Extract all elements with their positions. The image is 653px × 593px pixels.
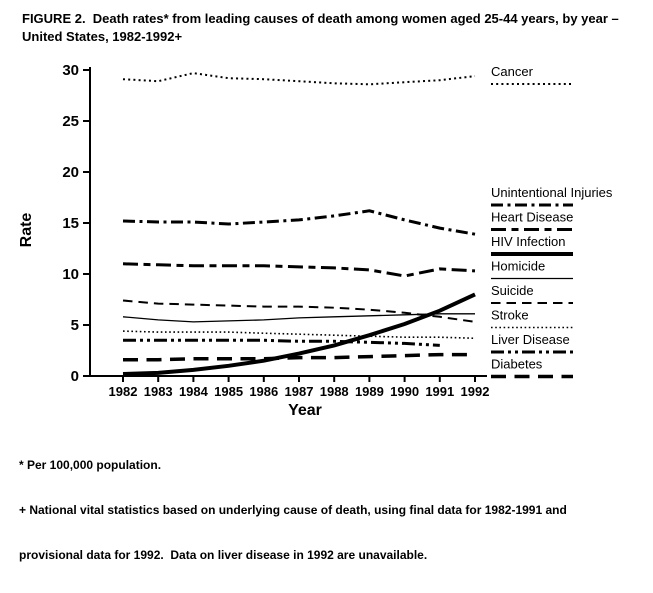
legend-label-stroke: Stroke — [491, 307, 529, 323]
x-tick-label-1987: 1987 — [284, 384, 314, 399]
x-tick-label-1990: 1990 — [390, 384, 420, 399]
footnotes — [19, 428, 644, 593]
legend-label-cancer: Cancer — [491, 64, 533, 79]
y-tick-label-0: 0 — [70, 368, 79, 385]
x-axis-title: Year — [288, 402, 322, 419]
figure-title: FIGURE 2. Death rates* from leading causes of death among women aged 25-44 years, by year – United States, 1982-1992+ — [22, 11, 623, 44]
series-line-stroke — [123, 331, 475, 338]
series-line-unintentional-injuries — [123, 211, 475, 234]
legend-label-unintentional-injuries: Unintentional Injuries — [491, 185, 613, 200]
legend-label-suicide: Suicide — [491, 283, 534, 298]
series-line-cancer — [123, 73, 475, 84]
y-tick-label-25: 25 — [62, 113, 79, 130]
x-tick-label-1989: 1989 — [354, 384, 384, 399]
footnote-line-2: + National vital statistics based on underlying cause of death, using final data for 1982-1991 and — [19, 503, 567, 517]
x-tick-label-1986: 1986 — [249, 384, 279, 399]
y-axis-title: Rate — [18, 212, 35, 248]
y-tick-label-30: 30 — [62, 62, 79, 79]
y-tick-label-5: 5 — [70, 317, 79, 334]
x-tick-label-1983: 1983 — [143, 384, 173, 399]
legend-label-liver-disease: Liver Disease — [491, 332, 570, 347]
x-tick-label-1991: 1991 — [425, 384, 455, 399]
y-tick-label-20: 20 — [62, 164, 79, 181]
legend-label-homicide: Homicide — [491, 258, 546, 274]
y-tick-label-15: 15 — [62, 215, 79, 232]
legend-label-heart-disease: Heart Disease — [491, 209, 574, 225]
y-tick-label-10: 10 — [62, 266, 79, 283]
legend-label-hiv-infection: HIV Infection — [491, 234, 566, 249]
x-tick-label-1985: 1985 — [214, 384, 244, 399]
footnote-line-3: provisional data for 1992. Data on liver disease in 1992 are unavailable. — [19, 548, 428, 562]
legend-label-diabetes: Diabetes — [491, 356, 543, 372]
series-line-liver-disease — [123, 340, 440, 345]
x-tick-label-1988: 1988 — [319, 384, 349, 399]
footnote-line-1: * Per 100,000 population. — [19, 458, 162, 472]
series-line-heart-disease — [123, 264, 475, 276]
x-tick-label-1984: 1984 — [178, 384, 208, 399]
x-tick-label-1992: 1992 — [460, 384, 490, 399]
x-tick-label-1982: 1982 — [108, 384, 138, 399]
